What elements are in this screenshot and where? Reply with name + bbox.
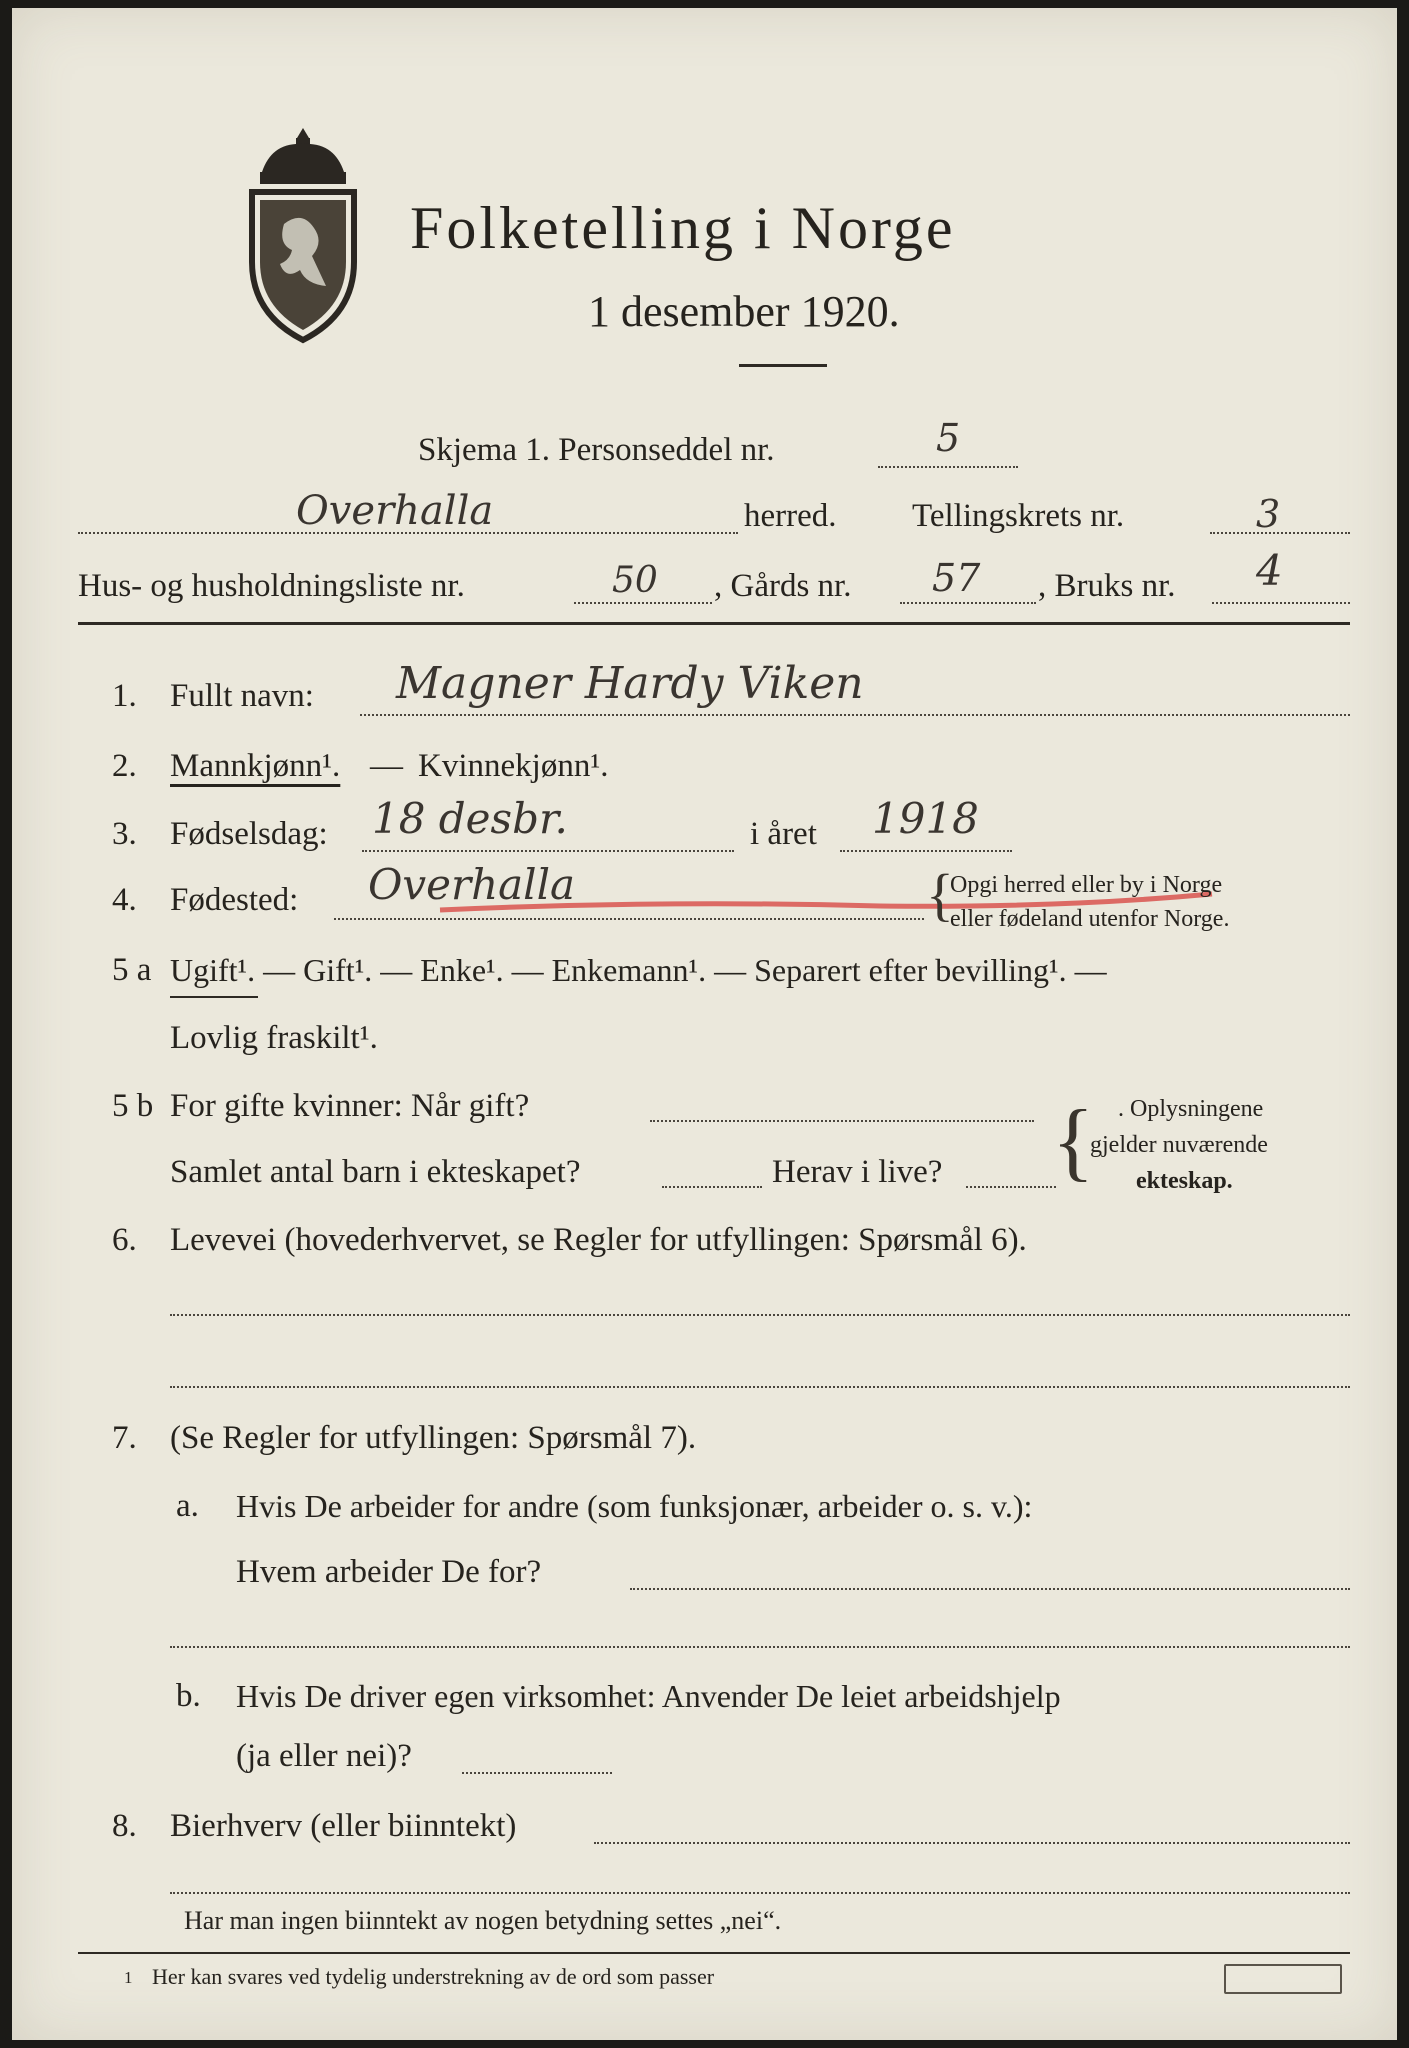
personseddel-field[interactable] — [878, 466, 1018, 468]
employer-field[interactable] — [630, 1588, 1350, 1590]
husholdningsliste-label: Hus- og husholdningsliste nr. — [78, 568, 465, 604]
birthplace-brace: { — [926, 862, 954, 927]
q3-number: 3. — [112, 816, 137, 852]
married-when-field[interactable] — [650, 1120, 1034, 1122]
q6-number: 6. — [112, 1222, 137, 1258]
full-name-value: Magner Hardy Viken — [396, 658, 864, 709]
q8-label: Bierhverv (eller biinntekt) — [170, 1808, 517, 1844]
q8-number: 8. — [112, 1808, 137, 1844]
header-divider — [78, 622, 1350, 625]
q4-number: 4. — [112, 882, 137, 918]
children-alive-label: Herav i live? — [772, 1154, 943, 1190]
occupation-field-2[interactable] — [170, 1386, 1350, 1388]
footer-divider — [78, 1952, 1350, 1954]
footnote-text: Her kan svares ved tydelig understrekning av de ord som passer — [152, 1964, 715, 1989]
sex-female-option[interactable]: Kvinnekjønn¹. — [418, 748, 609, 784]
married-when-label: For gifte kvinner: Når gift? — [170, 1088, 530, 1124]
birthplace-value: Overhalla — [368, 860, 576, 909]
gards-label: , Gårds nr. — [714, 568, 852, 604]
gards-value: 57 — [932, 556, 981, 600]
herred-label: herred. — [744, 498, 837, 534]
q7b-number: b. — [176, 1678, 201, 1714]
q1-number: 1. — [112, 678, 137, 714]
q1-label: Fullt navn: — [170, 678, 314, 714]
side-income-field[interactable] — [594, 1842, 1350, 1844]
schema-label: Skjema 1. Personseddel nr. — [418, 432, 775, 468]
tellingskrets-label: Tellingskrets nr. — [912, 498, 1125, 534]
census-form-page — [12, 8, 1397, 2040]
q5a-number: 5 a — [112, 952, 152, 988]
sex-male-option[interactable]: Mannkjønn¹. — [170, 748, 341, 784]
children-total-label: Samlet antal barn i ekteskapet? — [170, 1154, 581, 1190]
husholdningsliste-field[interactable] — [574, 602, 712, 604]
form-date: 1 desember 1920. — [588, 287, 900, 336]
bottom-note: Har man ingen biinntekt av nogen betydning settes „nei“. — [184, 1906, 782, 1935]
q7-number: 7. — [112, 1420, 137, 1456]
side-income-field-2[interactable] — [170, 1892, 1350, 1894]
q7a-line-1: Hvis De arbeider for andre (som funksjonær, arbeider o. s. v.): — [236, 1488, 1033, 1524]
bruks-label: , Bruks nr. — [1038, 568, 1176, 604]
q7-label: (Se Regler for utfyllingen: Spørsmål 7). — [170, 1420, 697, 1456]
footnote-mark: 1 — [124, 1968, 133, 1987]
printer-stamp — [1224, 1964, 1342, 1994]
q7a-number: a. — [176, 1488, 199, 1524]
ugift-underline — [170, 996, 258, 998]
full-name-field[interactable] — [360, 714, 1350, 716]
tellingskrets-value: 3 — [1256, 492, 1281, 536]
birthplace-note-1: Opgi herred eller by i Norge — [950, 872, 1223, 898]
children-alive-field[interactable] — [966, 1186, 1056, 1188]
coat-of-arms-icon — [244, 124, 362, 344]
marital-status-options[interactable]: Ugift¹. — Gift¹. — Enke¹. — Enkemann¹. — Separert efter bevilling¹. — — [170, 952, 1107, 988]
occupation-field-1[interactable] — [170, 1314, 1350, 1316]
bruks-field[interactable] — [1212, 602, 1350, 604]
q5b-number: 5 b — [112, 1088, 154, 1124]
husholdningsliste-value: 50 — [612, 560, 658, 601]
q5b-note-3: ekteskap. — [1136, 1168, 1233, 1194]
q5b-note-1: . Oplysningene — [1118, 1096, 1264, 1122]
birth-year-value: 1918 — [872, 794, 979, 843]
personseddel-value: 5 — [936, 416, 961, 460]
q6-label: Levevei (hovederhvervet, se Regler for utfyllingen: Spørsmål 6). — [170, 1222, 1027, 1258]
form-title: Folketelling i Norge — [410, 195, 956, 261]
birthplace-note-2: eller fødeland utenfor Norge. — [950, 906, 1230, 932]
birth-year-label: i året — [750, 816, 817, 852]
q5b-note-2: gjelder nuværende — [1090, 1132, 1268, 1158]
hired-help-field[interactable] — [462, 1772, 612, 1774]
employer-field-2[interactable] — [170, 1646, 1350, 1648]
q3-label: Fødselsdag: — [170, 816, 328, 852]
children-total-field[interactable] — [662, 1186, 762, 1188]
birthday-field[interactable] — [362, 850, 734, 852]
q7a-line-2: Hvem arbeider De for? — [236, 1554, 542, 1590]
q5b-brace: { — [1052, 1093, 1095, 1190]
marital-status-divorced[interactable]: Lovlig fraskilt¹. — [170, 1020, 378, 1056]
title-divider — [739, 364, 827, 367]
birthday-value: 18 desbr. — [372, 794, 568, 843]
sex-separator: — — [370, 748, 403, 784]
q4-label: Fødested: — [170, 882, 299, 918]
gards-field[interactable] — [900, 602, 1036, 604]
q7b-line-1: Hvis De driver egen virksomhet: Anvender De leiet arbeidshjelp — [236, 1678, 1061, 1714]
q2-number: 2. — [112, 748, 137, 784]
herred-value: Overhalla — [296, 488, 494, 534]
birth-year-field[interactable] — [840, 850, 1012, 852]
bruks-value: 4 — [1256, 546, 1283, 595]
q7b-line-2: (ja eller nei)? — [236, 1738, 412, 1774]
